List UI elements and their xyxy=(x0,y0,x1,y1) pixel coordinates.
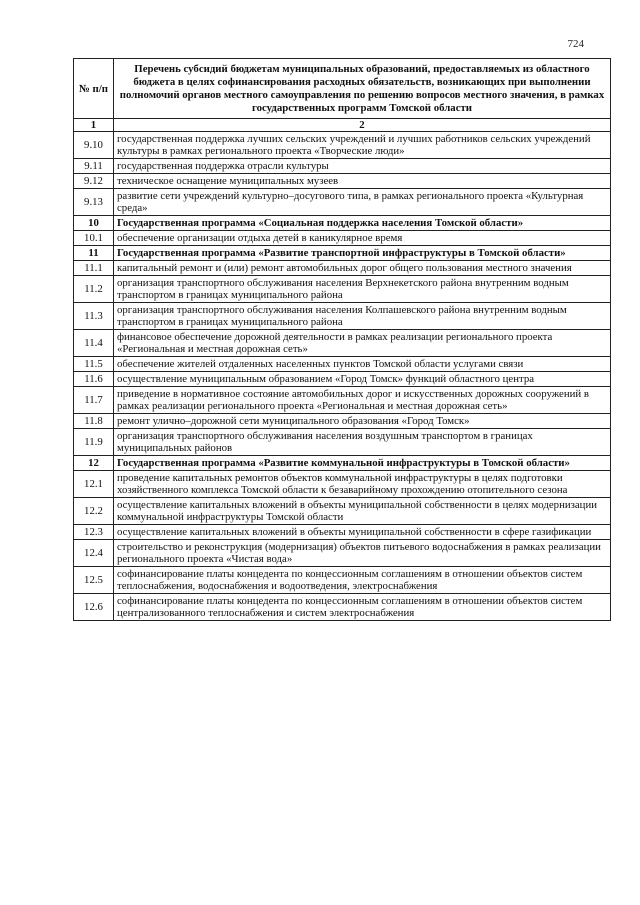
row-number: 11.1 xyxy=(74,261,114,276)
program-title: Государственная программа «Социальная поддержка населения Томской области» xyxy=(114,216,611,231)
table-row xyxy=(74,174,611,189)
table-row xyxy=(74,429,611,456)
row-text: строительство и реконструкция (модернизация) объектов питьевого водоснабжения в рамках реализации регионального проекта «Чистая вода» xyxy=(114,540,611,567)
table-row xyxy=(74,594,611,621)
row-text: приведение в нормативное состояние автомобильных дорог и искусственных дорожных сооружений в рамках реализации регионального проекта «Региональная и местная дорожная сеть» xyxy=(114,387,611,414)
row-number: 10 xyxy=(74,216,114,231)
row-number: 12.5 xyxy=(74,567,114,594)
row-number: 12.4 xyxy=(74,540,114,567)
subsidies-table xyxy=(73,58,611,621)
row-number: 12 xyxy=(74,456,114,471)
row-number: 10.1 xyxy=(74,231,114,246)
row-text: проведение капитальных ремонтов объектов коммунальной инфраструктуры в целях подготовки хозяйственного комплекса Томской области к безаварийному прохождению отопительного сезона xyxy=(114,471,611,498)
row-number: 12.3 xyxy=(74,525,114,540)
row-number: 11.4 xyxy=(74,330,114,357)
table-row xyxy=(74,357,611,372)
table-row xyxy=(74,303,611,330)
program-row xyxy=(74,456,611,471)
row-text: развитие сети учреждений культурно–досугового типа, в рамках регионального проекта «Культурная среда» xyxy=(114,189,611,216)
column-header-number: № п/п xyxy=(74,59,114,119)
row-number: 9.12 xyxy=(74,174,114,189)
row-number: 11 xyxy=(74,246,114,261)
row-number: 12.6 xyxy=(74,594,114,621)
table-row xyxy=(74,231,611,246)
program-title: Государственная программа «Развитие транспортной инфраструктуры в Томской области» xyxy=(114,246,611,261)
row-text: организация транспортного обслуживания населения воздушным транспортом в границах муниципальных районов xyxy=(114,429,611,456)
row-number: 9.11 xyxy=(74,159,114,174)
row-number: 11.3 xyxy=(74,303,114,330)
table-row xyxy=(74,525,611,540)
table-row xyxy=(74,387,611,414)
row-text: осуществление капитальных вложений в объекты муниципальной собственности в целях модернизации коммунальной инфраструктуры Томской области xyxy=(114,498,611,525)
table-row xyxy=(74,498,611,525)
row-number: 12.1 xyxy=(74,471,114,498)
page-number: 724 xyxy=(567,38,584,50)
row-text: организация транспортного обслуживания населения Верхнекетского района внутренним водным транспортом в границах муниципального района xyxy=(114,276,611,303)
row-number: 11.8 xyxy=(74,414,114,429)
row-text: ремонт улично–дорожной сети муниципального образования «Город Томск» xyxy=(114,414,611,429)
row-text: капитальный ремонт и (или) ремонт автомобильных дорог общего пользования местного значения xyxy=(114,261,611,276)
table-row xyxy=(74,159,611,174)
row-number: 9.10 xyxy=(74,132,114,159)
row-number: 9.13 xyxy=(74,189,114,216)
row-text: софинансирование платы концедента по концессионным соглашениям в отношении объектов систем теплоснабжения, водоснабжения и водоотведения, электроснабжения xyxy=(114,567,611,594)
row-number: 11.2 xyxy=(74,276,114,303)
table-row xyxy=(74,471,611,498)
column-header-title: Перечень субсидий бюджетам муниципальных образований, предоставляемых из областного бюджета в целях софинансирования расходных обязательств, возникающих при выполнении полномочий органов местного самоуправления по решению вопросов местного значения, в рамках государственных программ Томской области xyxy=(114,59,611,119)
row-number: 11.5 xyxy=(74,357,114,372)
table-row xyxy=(74,276,611,303)
table-row xyxy=(74,189,611,216)
table-row xyxy=(74,372,611,387)
column-index-1: 1 xyxy=(74,119,114,132)
row-number: 12.2 xyxy=(74,498,114,525)
row-text: финансовое обеспечение дорожной деятельности в рамках реализации регионального проекта «Региональная и местная дорожная сеть» xyxy=(114,330,611,357)
row-text: государственная поддержка лучших сельских учреждений и лучших работников сельских учреждений культуры в рамках регионального проекта «Творческие люди» xyxy=(114,132,611,159)
table-row xyxy=(74,330,611,357)
row-number: 11.7 xyxy=(74,387,114,414)
table-row xyxy=(74,540,611,567)
table-row xyxy=(74,414,611,429)
program-row xyxy=(74,246,611,261)
row-text: обеспечение организации отдыха детей в каникулярное время xyxy=(114,231,611,246)
row-text: осуществление капитальных вложений в объекты муниципальной собственности в сфере газификации xyxy=(114,525,611,540)
row-text: софинансирование платы концедента по концессионным соглашениям в отношении объектов систем централизованного теплоснабжения и систем электроснабжения xyxy=(114,594,611,621)
row-text: государственная поддержка отрасли культуры xyxy=(114,159,611,174)
row-number: 11.6 xyxy=(74,372,114,387)
row-number: 11.9 xyxy=(74,429,114,456)
column-index-row xyxy=(74,119,611,132)
row-text: организация транспортного обслуживания населения Колпашевского района внутренним водным транспортом в границах муниципального района xyxy=(114,303,611,330)
table-row xyxy=(74,261,611,276)
row-text: техническое оснащение муниципальных музеев xyxy=(114,174,611,189)
column-index-2: 2 xyxy=(114,119,611,132)
table-row xyxy=(74,567,611,594)
program-row xyxy=(74,216,611,231)
program-title: Государственная программа «Развитие коммунальной инфраструктуры в Томской области» xyxy=(114,456,611,471)
row-text: обеспечение жителей отдаленных населенных пунктов Томской области услугами связи xyxy=(114,357,611,372)
table-header-row xyxy=(74,59,611,119)
table-row xyxy=(74,132,611,159)
row-text: осуществление муниципальным образованием «Город Томск» функций областного центра xyxy=(114,372,611,387)
